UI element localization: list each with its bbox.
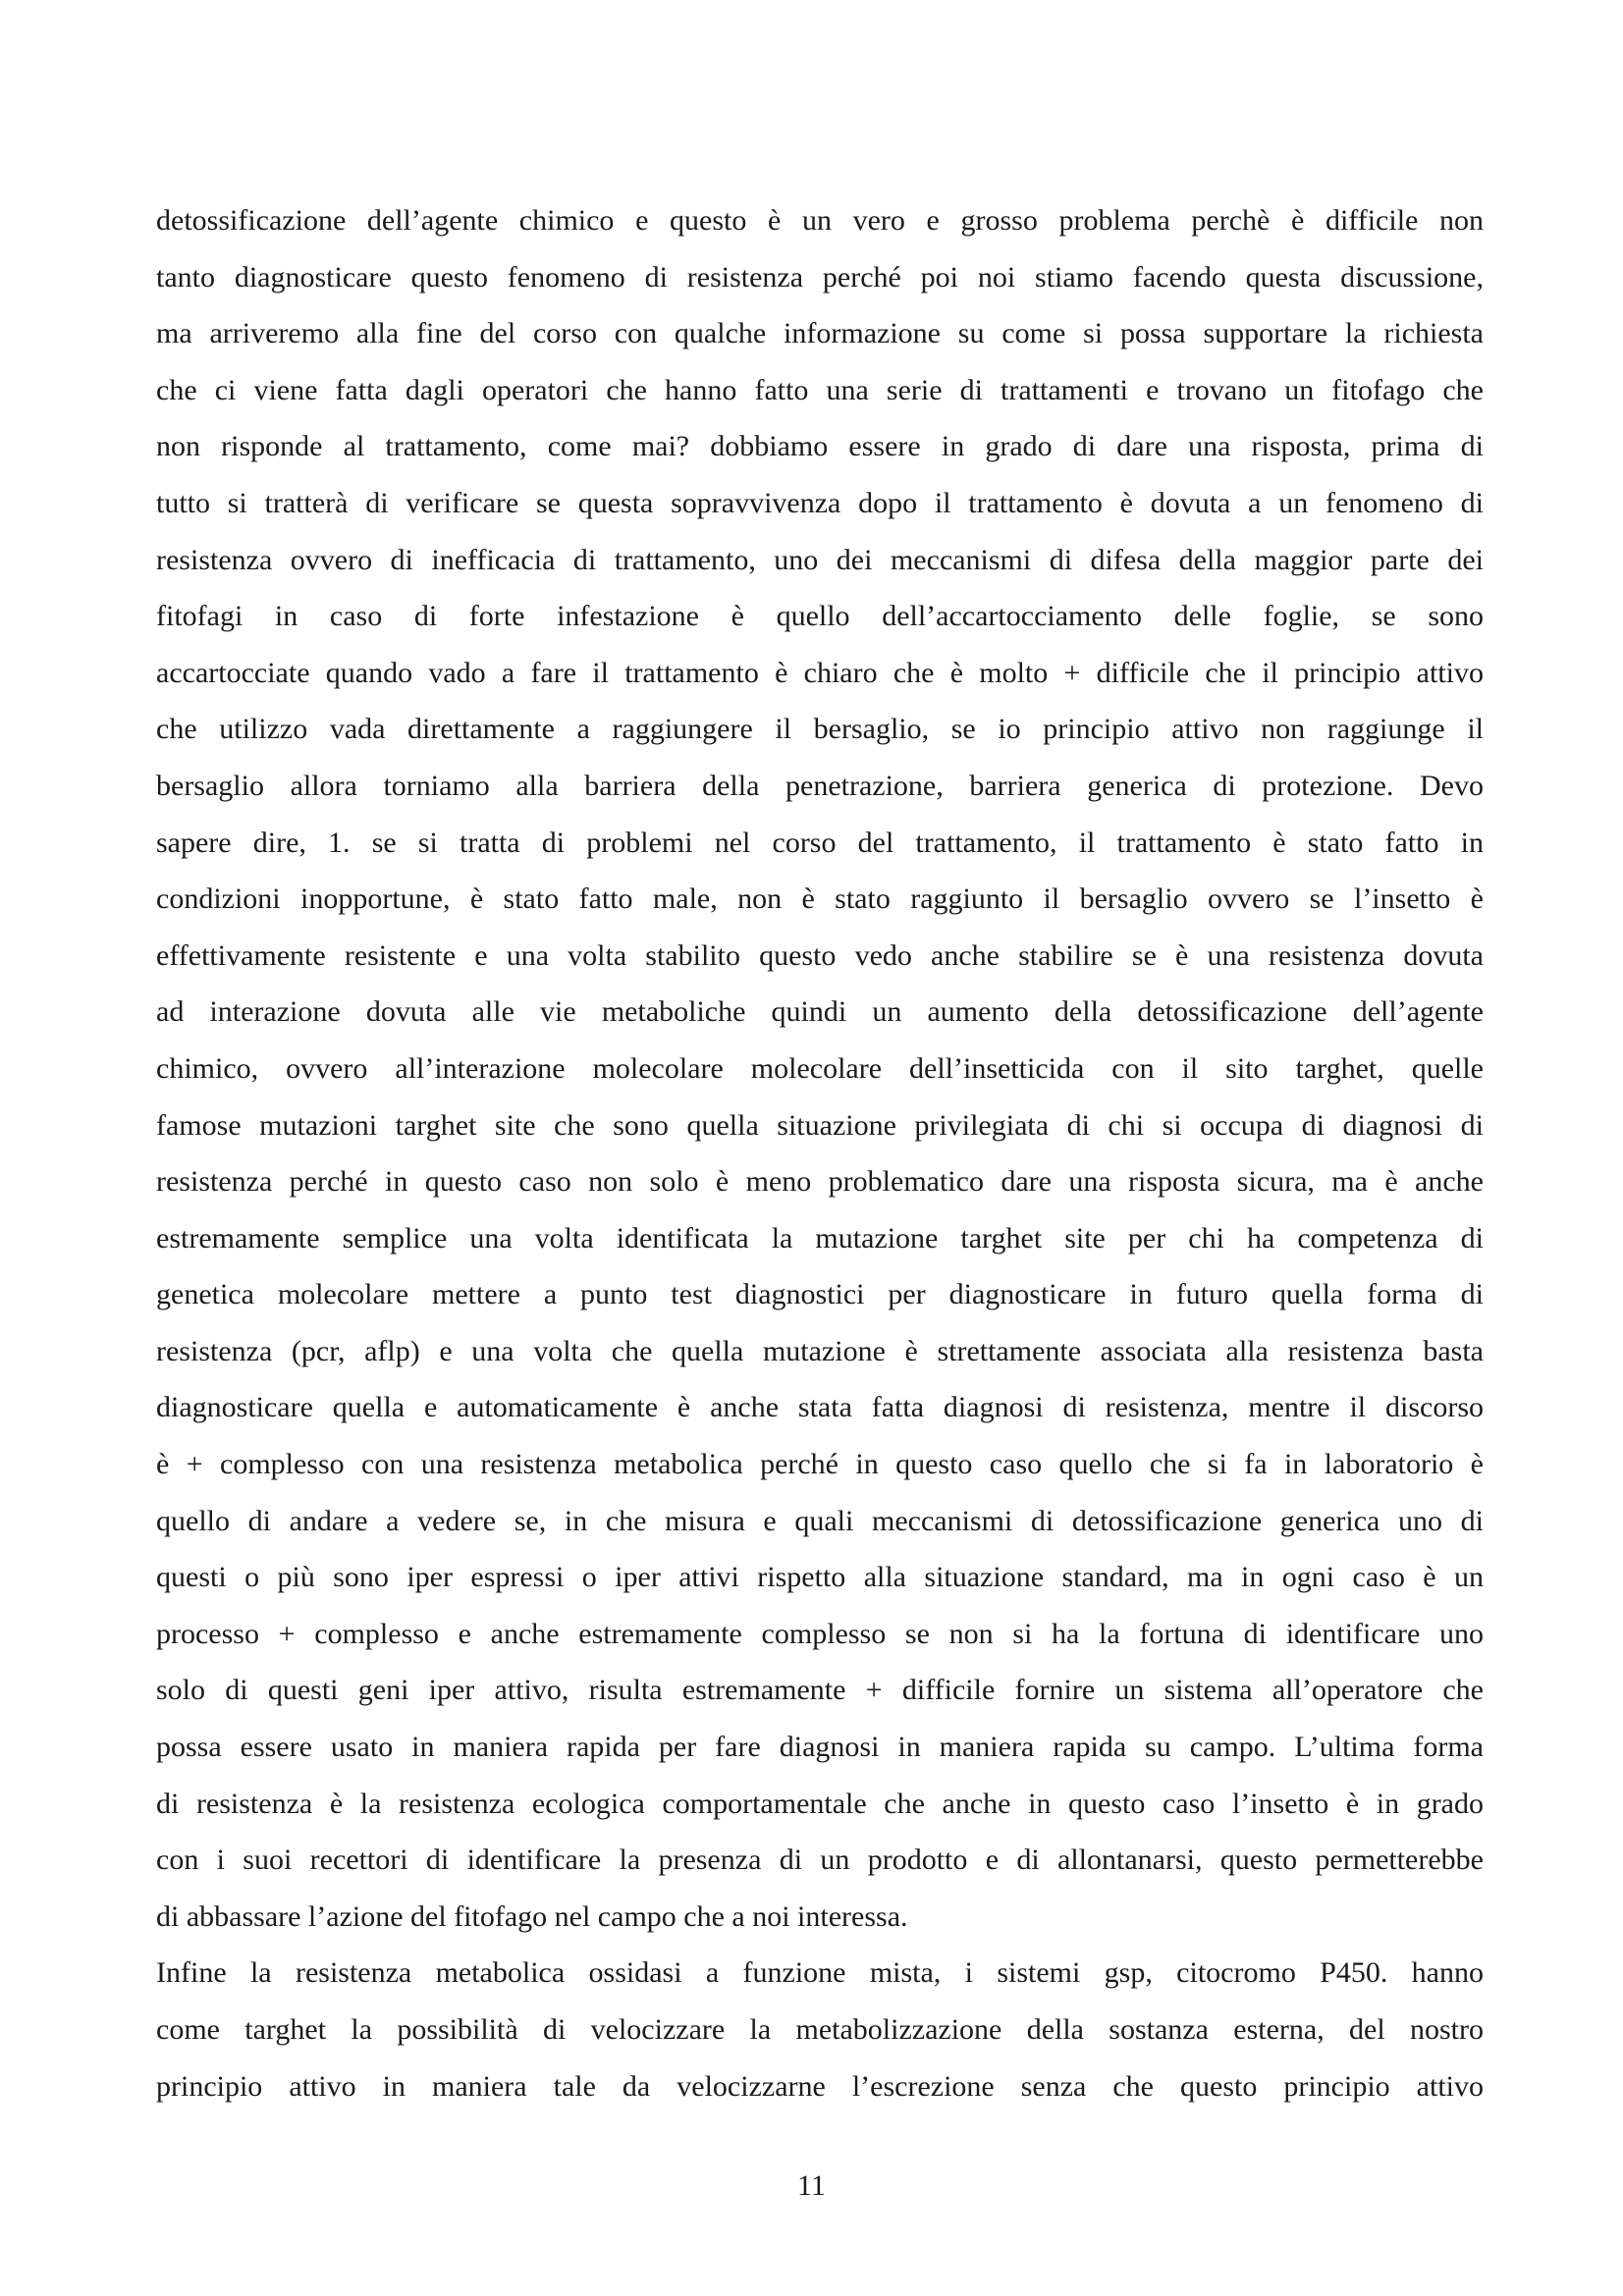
- text-line: resistenza ovvero di inefficacia di trattamento, uno dei meccanismi di difesa della maggior parte dei: [156, 543, 1484, 576]
- text-line: diagnosticare quella e automaticamente è anche stata fatta diagnosi di resistenza, mentre il discorso: [156, 1391, 1484, 1424]
- text-line: quello di andare a vedere se, in che misura e quali meccanismi di detossificazione generica uno di: [156, 1504, 1484, 1537]
- text-line: possa essere usato in maniera rapida per fare diagnosi in maniera rapida su campo. L’ultima forma: [156, 1731, 1484, 1764]
- text-line: come targhet la possibilità di velocizzare la metabolizzazione della sostanza esterna, del nostro: [156, 2013, 1484, 2046]
- text-line: ad interazione dovuta alle vie metaboliche quindi un aumento della detossificazione dell’agente: [156, 995, 1484, 1029]
- text-line: che utilizzo vada direttamente a raggiungere il bersaglio, se io principio attivo non raggiunge il: [156, 713, 1484, 746]
- text-line: di abbassare l’azione del fitofago nel campo che a noi interessa.: [156, 1899, 908, 1933]
- text-line: ma arriveremo alla fine del corso con qualche informazione su come si possa supportare la richiesta: [156, 317, 1484, 350]
- paragraph: [156, 1945, 1484, 2114]
- text-line: accartocciate quando vado a fare il trattamento è chiaro che è molto + difficile che il principio attivo: [156, 656, 1484, 689]
- text-line: non risponde al trattamento, come mai? dobbiamo essere in grado di dare una risposta, prima di: [156, 430, 1484, 463]
- text-line: è + complesso con una resistenza metabolica perché in questo caso quello che si fa in laboratorio è: [156, 1448, 1484, 1481]
- text-line: tutto si tratterà di verificare se questa sopravvivenza dopo il trattamento è dovuta a un fenomeno di: [156, 486, 1484, 519]
- text-line: processo + complesso e anche estremamente complesso se non si ha la fortuna di identificare uno: [156, 1617, 1484, 1650]
- text-line: solo di questi geni iper attivo, risulta estremamente + difficile fornire un sistema all’operatore che: [156, 1674, 1484, 1707]
- text-line: condizioni inopportune, è stato fatto male, non è stato raggiunto il bersaglio ovvero se l’insetto è: [156, 882, 1484, 916]
- body-text: [156, 192, 1484, 2114]
- text-line: Infine la resistenza metabolica ossidasi a funzione mista, i sistemi gsp, citocromo P450. hanno: [156, 1956, 1484, 1990]
- text-line: chimico, ovvero all’interazione molecolare molecolare dell’insetticida con il sito targhet, quelle: [156, 1051, 1484, 1085]
- page-number: 11: [797, 2169, 826, 2202]
- text-line: resistenza (pcr, aflp) e una volta che quella mutazione è strettamente associata alla resistenza basta: [156, 1334, 1484, 1367]
- text-line: questi o più sono iper espressi o iper attivi rispetto alla situazione standard, ma in ogni caso è un: [156, 1561, 1484, 1594]
- text-line: detossificazione dell’agente chimico e questo è un vero e grosso problema perchè è difficile non: [156, 204, 1484, 237]
- text-line: famose mutazioni targhet site che sono quella situazione privilegiata di chi si occupa di diagnosi di: [156, 1108, 1484, 1142]
- paragraph: [156, 192, 1484, 1945]
- text-line: bersaglio allora torniamo alla barriera della penetrazione, barriera generica di protezione. Devo: [156, 769, 1484, 802]
- text-line: genetica molecolare mettere a punto test diagnostici per diagnosticare in futuro quella forma di: [156, 1278, 1484, 1311]
- text-line: estremamente semplice una volta identificata la mutazione targhet site per chi ha competenza di: [156, 1221, 1484, 1255]
- text-line: principio attivo in maniera tale da velocizzarne l’escrezione senza che questo principio attivo: [156, 2069, 1484, 2103]
- text-line: sapere dire, 1. se si tratta di problemi nel corso del trattamento, il trattamento è stato fatto in: [156, 826, 1484, 859]
- text-line: con i suoi recettori di identificare la presenza di un prodotto e di allontanarsi, questo permetterebbe: [156, 1843, 1484, 1877]
- text-line: di resistenza è la resistenza ecologica comportamentale che anche in questo caso l’insetto è in grado: [156, 1787, 1484, 1820]
- text-line: che ci viene fatta dagli operatori che hanno fatto una serie di trattamenti e trovano un fitofago che: [156, 373, 1484, 406]
- text-line: resistenza perché in questo caso non solo è meno problematico dare una risposta sicura, ma è anche: [156, 1165, 1484, 1199]
- text-line: tanto diagnosticare questo fenomeno di resistenza perché poi noi stiamo facendo questa discussione,: [156, 260, 1484, 294]
- text-line: effettivamente resistente e una volta stabilito questo vedo anche stabilire se è una resistenza dovuta: [156, 938, 1484, 972]
- text-line: fitofagi in caso di forte infestazione è quello dell’accartocciamento delle foglie, se sono: [156, 600, 1484, 633]
